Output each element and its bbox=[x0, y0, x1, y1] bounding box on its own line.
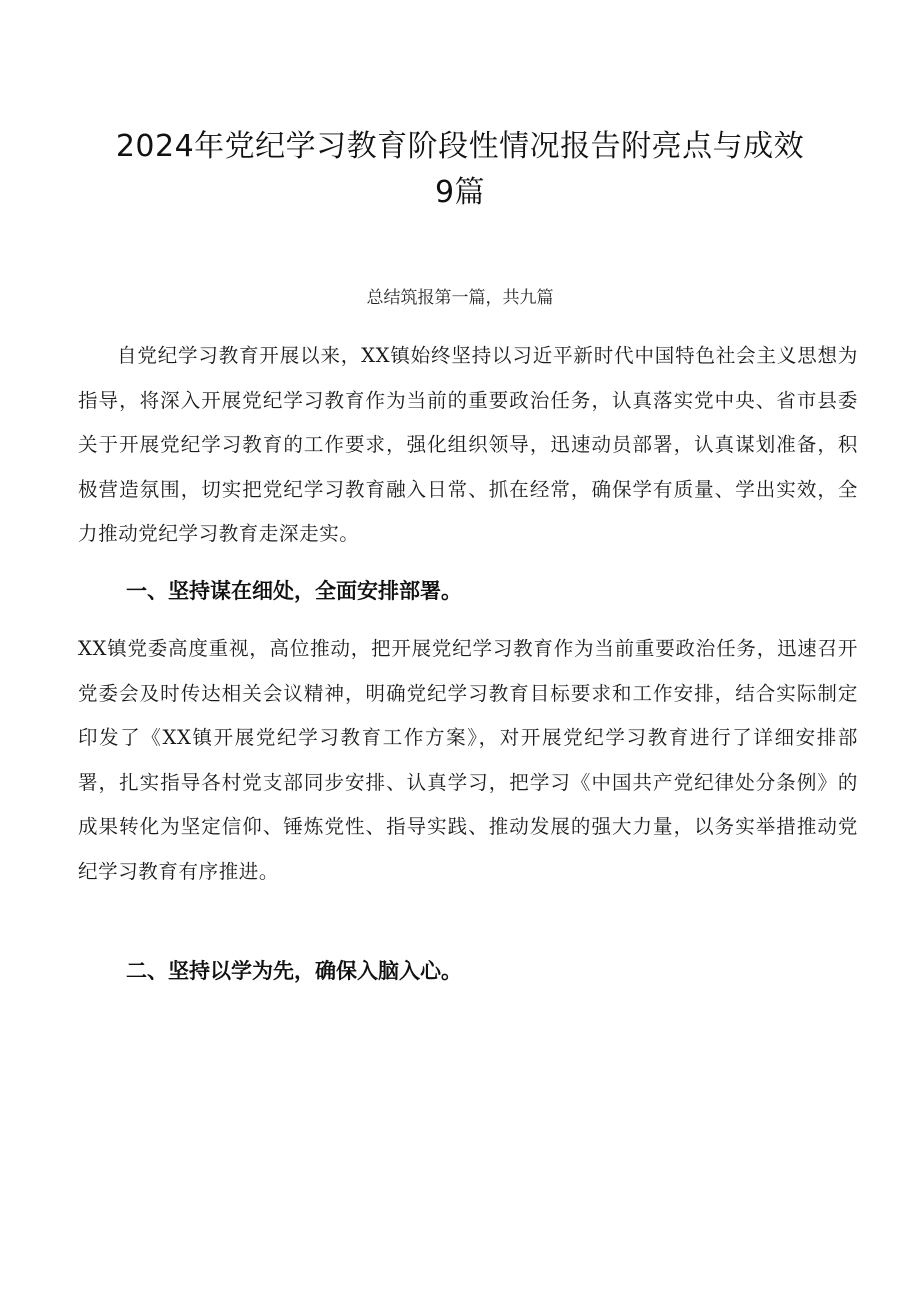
section-heading-2: 二、坚持以学为先，确保入脑入心。 bbox=[126, 959, 462, 983]
title-line-1: 2024年党纪学习教育阶段性情况报告附亮点与成效 bbox=[115, 129, 805, 164]
paragraph-section-1: XX镇党委高度重视，高位推动，把开展党纪学习教育作为当前重要政治任务，迅速召开党委会及时传达相关会议精神，明确党纪学习教育目标要求和工作安排，结合实际制定印发了《XX镇开展党纪学习教育工作方案》，对开展党纪学习教育进行了详细安排部署，扎实指导各村党支部同步安排、认真学习，把学习《中国共产党纪律处分条例》的成果转化为坚定信仰、锤炼党性、指导实践、推动发展的强大力量，以务实举措推动党纪学习教育有序推进。 bbox=[78, 637, 858, 883]
document-subtitle: 总结筑报第一篇，共九篇 bbox=[366, 288, 554, 308]
title-line-2: 9篇 bbox=[434, 175, 486, 210]
section-heading-1: 一、坚持谋在细处，全面安排部署。 bbox=[126, 579, 462, 603]
document-title bbox=[60, 124, 860, 216]
paragraph-intro: 自党纪学习教育开展以来，XX镇始终坚持以习近平新时代中国特色社会主义思想为指导，将深入开展党纪学习教育作为当前的重要政治任务，认真落实党中央、省市县委关于开展党纪学习教育的工作要求，强化组织领导，迅速动员部署，认真谋划准备，积极营造氛围，切实把党纪学习教育融入日常、抓在经常，确保学有质量、学出实效，全力推动党纪学习教育走深走实。 bbox=[78, 344, 858, 545]
